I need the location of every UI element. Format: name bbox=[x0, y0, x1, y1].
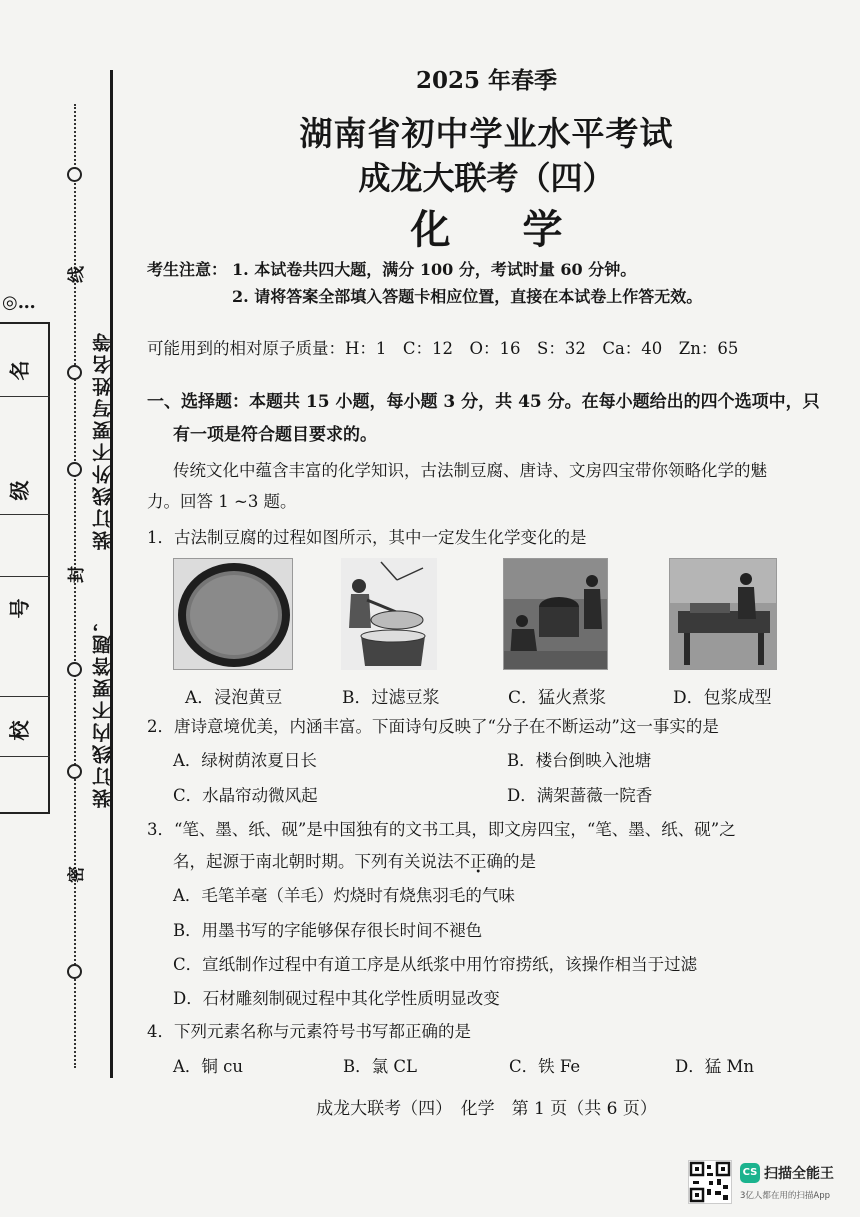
q4-option-a: A．铜 cu bbox=[173, 1057, 244, 1076]
pressing-tofu-photo bbox=[669, 558, 777, 670]
info-separator bbox=[0, 576, 50, 577]
q4-option-b: B．氯 CL bbox=[343, 1057, 417, 1076]
q3-option-a: A．毛笔羊毫（羊毛）灼烧时有烧焦羽毛的气味 bbox=[173, 886, 515, 905]
seal-char-secret: 密 bbox=[67, 866, 87, 883]
q2-option-c: C．水晶帘动微风起 bbox=[173, 786, 318, 805]
camscanner-logo: CS bbox=[740, 1163, 760, 1183]
binding-circle bbox=[67, 462, 82, 477]
q3-stem-cont bbox=[173, 852, 536, 872]
q3-option-d: D．石材雕刻制砚过程中其化学性质明显改变 bbox=[173, 989, 500, 1008]
q1-option-d: D．包浆成型 bbox=[673, 688, 772, 708]
section-heading: 一、选择题：本题共 15 小题，每小题 3 分，共 45 分。在每小题给出的四个选项中，只 bbox=[147, 392, 820, 412]
exam-subject: 化学 bbox=[410, 206, 635, 253]
binding-circle bbox=[67, 365, 82, 380]
q3-stem-part: 名，起源于南北朝时期。下列有关说法 bbox=[173, 852, 454, 871]
notice-item-1: 1. 本试卷共四大题，满分 100 分，考试时量 60 分钟。 bbox=[232, 260, 637, 279]
edge-mark: ◎… bbox=[2, 292, 36, 313]
section-intro: 传统文化中蕴含丰富的化学知识，古法制豆腐、唐诗、文房四宝带你领略化学的魅 bbox=[173, 461, 767, 480]
exam-subtitle: 成龙大联考（四） bbox=[358, 159, 615, 197]
seal-char-line: 线 bbox=[67, 266, 87, 283]
notice-label: 考生注意： bbox=[147, 260, 228, 279]
q2-stem: 2．唐诗意境优美，内涵丰富。下面诗句反映了“分子在不断运动”这一事实的是 bbox=[147, 717, 719, 736]
binding-circle bbox=[67, 764, 82, 779]
info-separator bbox=[0, 514, 50, 515]
binding-circle bbox=[67, 167, 82, 182]
field-number-label: 号 bbox=[7, 598, 32, 619]
camscanner-tagline: 3亿人都在用的扫描App bbox=[740, 1191, 831, 1201]
soaking-beans-photo bbox=[173, 558, 293, 670]
field-class-label: 级 bbox=[7, 480, 32, 501]
seal-char-seal: 封 bbox=[67, 566, 87, 583]
q4-option-c: C．铁 Fe bbox=[509, 1057, 581, 1076]
q3-stem: 3．“笔、墨、纸、砚”是中国独有的文书工具，即文房四宝，“笔、墨、纸、砚”之 bbox=[147, 820, 736, 839]
exam-season: 2025 年春季 bbox=[415, 67, 558, 94]
q3-emphasis bbox=[454, 852, 504, 871]
boiling-soymilk-photo bbox=[503, 558, 608, 670]
field-name-label: 名 bbox=[7, 360, 32, 381]
q2-option-d: D．满架蔷薇一院香 bbox=[507, 786, 653, 805]
q3-emphasis-text: 不正确 bbox=[453, 852, 503, 871]
info-separator bbox=[0, 396, 50, 397]
qr-code-icon bbox=[688, 1160, 732, 1204]
q4-stem: 4．下列元素名称与元素符号书写都正确的是 bbox=[147, 1022, 471, 1041]
notice-item-2: 2. 请将答案全部填入答题卡相应位置，直接在本试卷上作答无效。 bbox=[232, 287, 703, 306]
info-separator bbox=[0, 696, 50, 697]
q3-stem-end: 的是 bbox=[503, 852, 536, 871]
binding-warning-name: 装订线外不要写姓名等 bbox=[92, 330, 114, 550]
dotted-cut-line bbox=[74, 104, 76, 1068]
q3-option-b: B．用墨书写的字能够保存很长时间不褪色 bbox=[173, 921, 483, 940]
camscanner-name: 扫描全能王 bbox=[764, 1166, 834, 1182]
section-intro-cont: 力。回答 1 ~3 题。 bbox=[147, 492, 297, 511]
binding-circle bbox=[67, 662, 82, 677]
filtering-soymilk-photo bbox=[341, 558, 437, 670]
q4-option-d: D．猛 Mn bbox=[675, 1057, 754, 1076]
q2-option-b: B．楼台倒映入池塘 bbox=[507, 751, 652, 770]
section-heading-cont: 有一项是符合题目要求的。 bbox=[173, 425, 377, 445]
q1-stem: 1．古法制豆腐的过程如图所示，其中一定发生化学变化的是 bbox=[147, 528, 587, 547]
q1-option-c: C．猛火煮浆 bbox=[508, 688, 607, 708]
page-footer: 成龙大联考（四） 化学 第 1 页（共 6 页） bbox=[316, 1099, 657, 1119]
q2-option-a: A．绿树荫浓夏日长 bbox=[173, 751, 317, 770]
info-separator bbox=[0, 756, 50, 757]
q1-option-a: A．浸泡黄豆 bbox=[185, 688, 283, 708]
exam-title: 湖南省初中学业水平考试 bbox=[299, 114, 674, 153]
student-info-box bbox=[0, 322, 50, 814]
q1-option-b: B．过滤豆浆 bbox=[342, 688, 440, 708]
field-school-label: 校 bbox=[7, 720, 32, 741]
binding-warning-answer: 装订线内不要答题， bbox=[92, 610, 114, 808]
binding-circle bbox=[67, 964, 82, 979]
q3-option-c: C．宣纸制作过程中有道工序是从纸浆中用竹帘捞纸，该操作相当于过滤 bbox=[173, 955, 698, 974]
atomic-masses: 可能用到的相对原子质量：H：1 C：12 O：16 S：32 Ca：40 Zn：65 bbox=[147, 339, 739, 358]
